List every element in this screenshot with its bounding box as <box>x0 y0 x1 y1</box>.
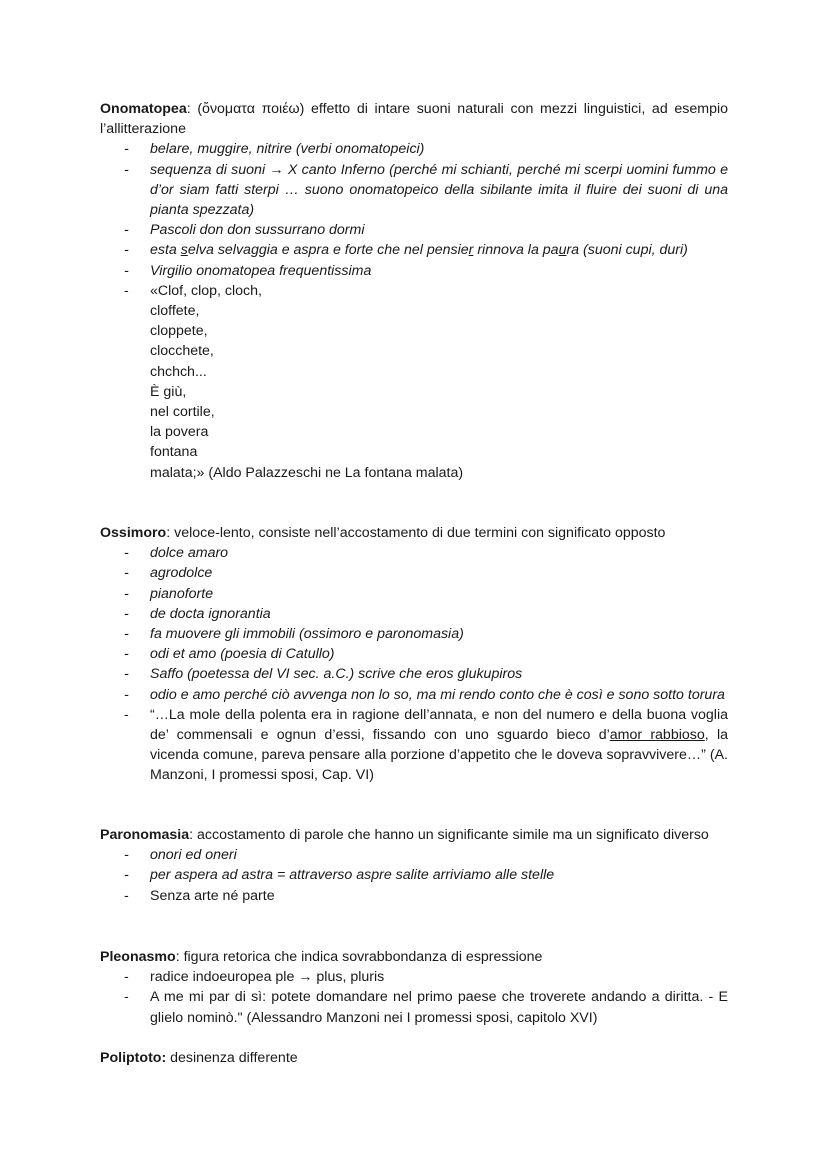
ossimoro-list <box>100 543 728 785</box>
onomatopea-definition: : (ὄνοματα ποιέω) effetto di intare suoni naturali con mezzi linguistici, ad esempio l’allitterazione <box>100 101 728 138</box>
list-item: - radice indoeuropea ple → plus, pluris <box>100 967 728 987</box>
pleonasmo-list <box>100 967 728 1028</box>
dante-text: elva selvaggia e aspra e forte che nel pensie <box>187 242 469 259</box>
poem-line: fontana <box>150 444 198 461</box>
paronomasia-list <box>100 845 728 906</box>
poem-line: cloppete, <box>150 323 208 340</box>
poem-line: malata;» (Aldo Palazzeschi ne La fontana malata) <box>150 464 464 481</box>
ossimoro-heading <box>100 523 728 543</box>
section-paronomasia <box>100 825 728 906</box>
list-item: - belare, muggire, nitrire (verbi onomatopeici) <box>100 139 728 159</box>
dante-text: ra (suoni cupi, duri) <box>566 242 688 259</box>
section-pleonasmo <box>100 947 728 1028</box>
list-item: - dolce amaro <box>100 543 728 563</box>
quote-underline: amor rabbioso <box>609 727 705 744</box>
list-item: - odi et amo (poesia di Catullo) <box>100 644 728 664</box>
poem-line: clocchete, <box>150 343 214 360</box>
poliptoto-heading <box>100 1048 728 1068</box>
term-poliptoto: Poliptoto: <box>100 1050 167 1066</box>
list-item-dante <box>100 240 728 260</box>
term-paronomasia: Paronomasia <box>100 827 190 843</box>
section-onomatopea <box>100 99 728 483</box>
quote-text: , la vicenda comune, pareva pensare alla porzione d’appetito che le doveva sopravvivere…” (A. Manzoni, I promessi sposi, Cap. VI) <box>150 727 728 784</box>
onomatopea-heading <box>100 99 728 139</box>
dante-text: rinnova la pa <box>473 242 559 259</box>
dante-underline: u <box>558 242 567 259</box>
dante-underline: r <box>468 242 474 259</box>
quote-text: “…La mole della polenta era in ragione dell’annata, e non del numero e della buona voglia de’ commensali e ognun d’essi, fissando con uno sguardo bieco d’ <box>150 706 728 744</box>
pleonasmo-definition: : figura retorica che indica sovrabbondanza di espressione <box>175 949 543 965</box>
list-item: - sequenza di suoni → X canto Inferno (perché mi schianti, perché mi scerpi uomini fummo e d’or siam fatti sterpi … suono onomatopeico della sibilante imita il fluire dei suoni di una pianta spezzata) <box>100 160 728 221</box>
poliptoto-definition: desinenza differente <box>166 1050 298 1066</box>
poem-line: cloffete, <box>150 303 200 320</box>
term-pleonasmo: Pleonasmo <box>100 949 176 965</box>
list-item: - Virgilio onomatopea frequentissima <box>100 261 728 281</box>
list-item: - pianoforte <box>100 584 728 604</box>
dante-underline: s <box>180 242 188 259</box>
list-item-poem <box>100 281 728 483</box>
poem-line: È giù, <box>150 383 187 400</box>
list-item: - agrodolce <box>100 563 728 583</box>
list-item: - odio e amo perché ciò avvenga non lo so, ma mi rendo conto che è così e sono sotto torura <box>100 685 728 705</box>
list-item: - fa muovere gli immobili (ossimoro e paronomasia) <box>100 624 728 644</box>
list-item: - onori ed oneri <box>100 845 728 865</box>
section-poliptoto <box>100 1048 728 1068</box>
list-item: - Saffo (poetessa del VI sec. a.C.) scrive che eros glukupiros <box>100 664 728 684</box>
list-item: - per aspera ad astra = attraverso aspre salite arriviamo alle stelle <box>100 865 728 885</box>
list-item: - Pascoli don don sussurrano dormi <box>100 220 728 240</box>
list-item: - de docta ignorantia <box>100 604 728 624</box>
list-item: - Senza arte né parte <box>100 886 728 906</box>
poem-line: chchch... <box>150 363 207 380</box>
term-ossimoro: Ossimoro <box>100 525 167 541</box>
term-onomatopea: Onomatopea <box>100 101 187 117</box>
paronomasia-heading <box>100 825 728 845</box>
list-item-manzoni-quote <box>100 705 728 786</box>
section-ossimoro <box>100 523 728 786</box>
list-item: - A me mi par di sì: potete domandare nel primo paese che troverete andando a diritta. - E glielo nominò." (Alessandro Manzoni nei I promessi sposi, capitolo XVI) <box>100 987 728 1027</box>
onomatopea-list <box>100 139 728 482</box>
pleonasmo-heading <box>100 947 728 967</box>
dante-text: esta <box>150 242 181 259</box>
paronomasia-definition: : accostamento di parole che hanno un significante simile ma un significato diverso <box>189 827 709 843</box>
poem-line: - «Clof, clop, cloch, <box>150 282 262 299</box>
poem-line: nel cortile, <box>150 404 215 421</box>
ossimoro-definition: : veloce-lento, consiste nell’accostamento di due termini con significato opposto <box>166 525 666 541</box>
poem-line: la povera <box>150 424 209 441</box>
